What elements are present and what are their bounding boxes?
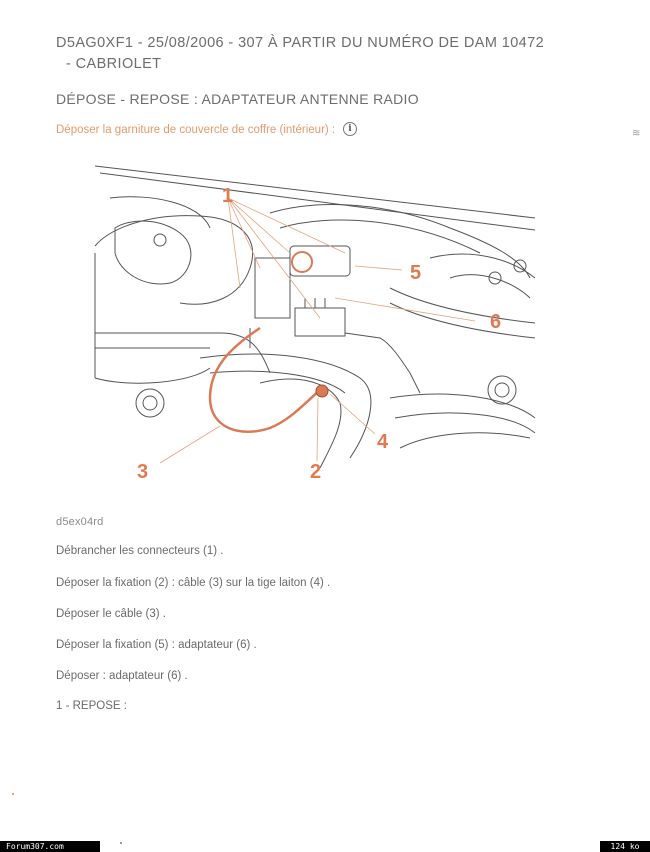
info-icon[interactable]: i <box>343 122 357 136</box>
section-repose-heading: 1 - REPOSE : <box>56 700 127 712</box>
instruction-link[interactable]: Déposer la garniture de couvercle de coffre (intérieur) : <box>56 124 336 136</box>
callout-5: 5 <box>410 262 422 284</box>
step-3: Déposer le câble (3) . <box>56 608 166 620</box>
footer-site-label: Forum307.com <box>0 841 100 852</box>
step-4: Déposer la fixation (5) : adaptateur (6) . <box>56 639 257 651</box>
callout-1: 1 <box>222 185 234 207</box>
scan-speck <box>12 793 14 795</box>
callout-6: 6 <box>490 311 502 333</box>
step-2: Déposer la fixation (2) : câble (3) sur la tige laiton (4) . <box>56 577 331 589</box>
document-subtitle: DÉPOSE - REPOSE : ADAPTATEUR ANTENNE RADIO <box>56 91 419 107</box>
footer-size-label: 124 ko <box>600 841 650 852</box>
step-5: Déposer : adaptateur (6) . <box>56 670 188 682</box>
document-title-line2: - CABRIOLET <box>66 56 162 72</box>
scan-speck <box>120 842 122 844</box>
callout-3: 3 <box>137 461 149 483</box>
step-1: Débrancher les connecteurs (1) . <box>56 545 224 557</box>
callout-2: 2 <box>310 461 322 483</box>
callout-4: 4 <box>377 431 389 453</box>
diagram-reference-code: d5ex04rd <box>56 516 104 528</box>
document-title-line1: D5AG0XF1 - 25/08/2006 - 307 À PARTIR DU NUMÉRO DE DAM 10472 <box>56 35 545 51</box>
antenna-adapter-diagram <box>90 158 545 488</box>
scan-mark-icon: ≋ <box>632 128 641 139</box>
